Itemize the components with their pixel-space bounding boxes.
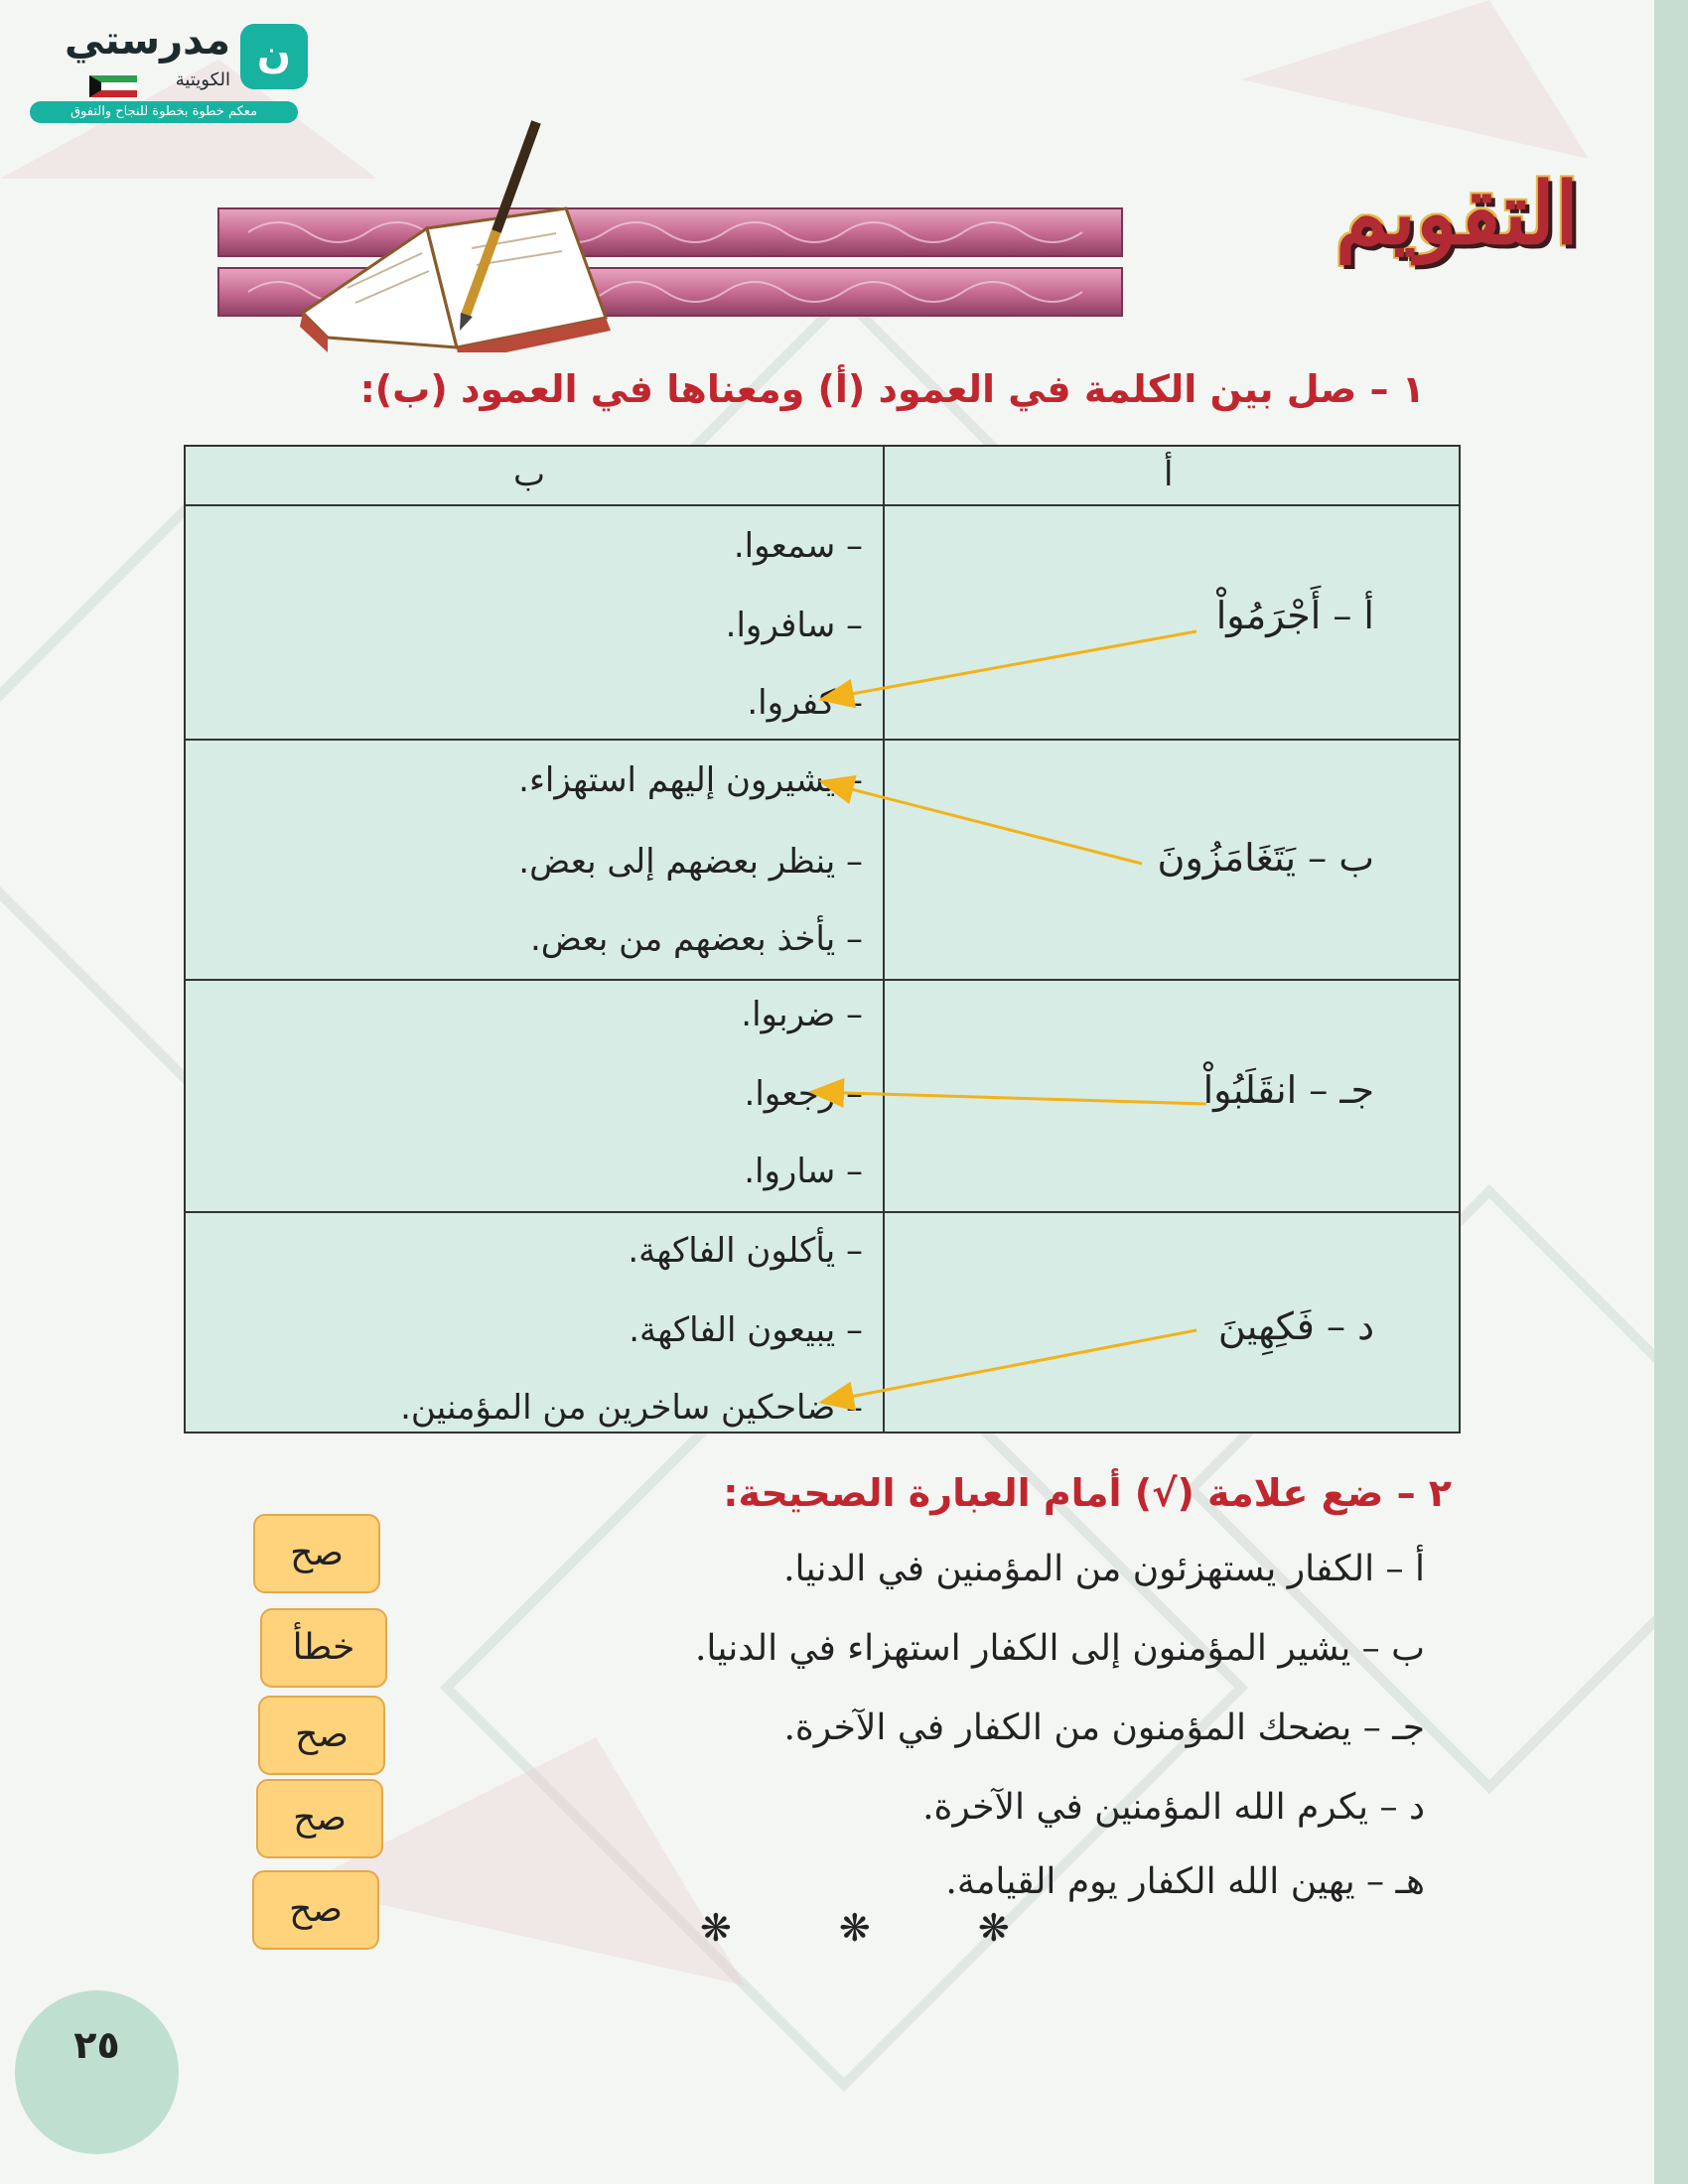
- logo-subtitle: الكويتية: [175, 69, 230, 90]
- statement-b: ب – يشير المؤمنون إلى الكفار استهزاء في الدنيا.: [694, 1628, 1425, 1669]
- site-logo[interactable]: [30, 18, 308, 122]
- option-text: – سمعوا.: [733, 526, 863, 566]
- answer-box-d[interactable]: صح: [256, 1779, 383, 1858]
- row-divider: [186, 979, 1459, 981]
- word-a: أ – أَجْرَمُواْ: [1215, 594, 1374, 637]
- option-text: – رجعوا.: [744, 1074, 863, 1114]
- answer-box-b[interactable]: خطأ: [260, 1608, 387, 1688]
- logo-tagline: معكم خطوة بخطوة للنجاح والتفوق: [30, 101, 298, 123]
- option-text: – سافروا.: [725, 606, 863, 645]
- word-d: د – فَكِهِينَ: [1217, 1304, 1374, 1348]
- option-text: – ساروا.: [744, 1152, 863, 1191]
- kuwait-flag-icon: [89, 75, 137, 97]
- option-text: – يأخذ بعضهم من بعض.: [530, 919, 863, 959]
- option-text: – يأكلون الفاكهة.: [628, 1231, 863, 1271]
- answer-box-a[interactable]: صح: [253, 1514, 380, 1593]
- column-a-header: أ: [1164, 455, 1174, 494]
- word-c: جـ – انقَلَبُواْ: [1202, 1068, 1374, 1112]
- option-text: – ضاحكين ساخرين من المؤمنين.: [400, 1388, 863, 1428]
- page-edge-strip: [1654, 0, 1688, 2184]
- statement-c: جـ – يضحك المؤمنون من الكفار في الآخرة.: [783, 1707, 1425, 1748]
- statement-a: أ – الكفار يستهزئون من المؤمنين في الدنيا.: [783, 1549, 1425, 1589]
- option-text: – يبيعون الفاكهة.: [629, 1310, 863, 1350]
- decorative-stars: ❋ ❋ ❋: [700, 1906, 1057, 1950]
- row-divider: [186, 739, 1459, 741]
- option-text: – ضربوا.: [741, 995, 863, 1034]
- option-text: – كفروا.: [747, 683, 863, 723]
- answer-box-c[interactable]: صح: [258, 1696, 385, 1775]
- row-divider: [186, 1211, 1459, 1213]
- option-text: – يشيرون إليهم استهزاء.: [518, 760, 863, 800]
- page-number: ٢٥: [15, 1990, 179, 2154]
- column-b-header: ب: [513, 455, 546, 494]
- column-divider: [883, 447, 885, 1432]
- section-title: التقويم: [1335, 164, 1579, 264]
- logo-title: مدرستي: [64, 18, 230, 64]
- word-b: ب – يَتَغَامَزُونَ: [1157, 836, 1374, 880]
- answer-box-e[interactable]: صح: [252, 1870, 379, 1950]
- question-1-heading: ١ – صل بين الكلمة في العمود (أ) ومعناها في العمود (ب):: [359, 367, 1425, 411]
- statement-e: هـ – يهين الله الكفار يوم القيامة.: [945, 1861, 1425, 1902]
- book-letter-icon: ن: [240, 24, 308, 89]
- question-2-heading: ٢ – ضع علامة (√) أمام العبارة الصحيحة:: [723, 1471, 1452, 1515]
- section-banner: [209, 114, 1430, 352]
- statement-d: د – يكرم الله المؤمنين في الآخرة.: [922, 1787, 1425, 1828]
- option-text: – ينظر بعضهم إلى بعض.: [518, 842, 863, 882]
- header-row-line: [186, 504, 1459, 506]
- matching-table: [184, 445, 1461, 1433]
